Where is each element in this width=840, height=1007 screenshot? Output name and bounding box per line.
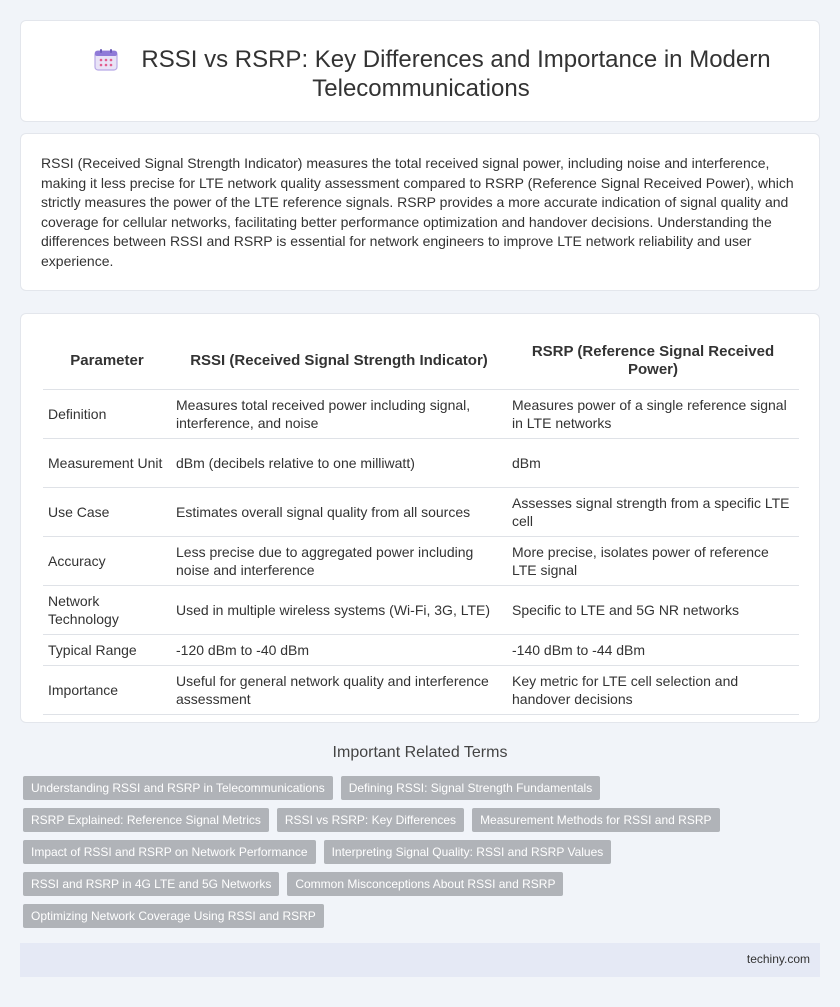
intro-paragraph: RSSI (Received Signal Strength Indicator) measures the total received signal power, including noise and interference, making it less precise for LTE network quality assessment compared to RSRP (Reference Signal Received Power), which strictly measures the power of the LTE reference signals. RSRP provides a more accurate indication of signal quality and coverage for cellular networks, facilitating better performance optimization and handover decisions. Understanding the differences between RSSI and RSRP is essential for network engineers to improve LTE network reliability and user experience. (41, 155, 794, 269)
footer-site-link[interactable]: techiny.com (746, 952, 810, 966)
column-header: RSSI (Received Signal Strength Indicator) (171, 334, 507, 389)
table-cell: -140 dBm to -44 dBm (507, 634, 799, 665)
table-cell: Typical Range (43, 634, 171, 665)
table-cell: Measurement Unit (43, 438, 171, 487)
footer (20, 943, 820, 977)
related-term-tag[interactable]: Impact of RSSI and RSRP on Network Performance (23, 840, 316, 864)
page-title-line2: Telecommunications (312, 75, 530, 102)
table-row (43, 438, 799, 487)
table-cell: Measures total received power including signal, interference, and noise (171, 389, 507, 438)
intro-card (20, 133, 820, 291)
page-title-line1: RSSI vs RSRP: Key Differences and Importance in Modern (141, 46, 771, 73)
related-term-tag[interactable]: Measurement Methods for RSSI and RSRP (472, 808, 719, 832)
header-card (20, 20, 820, 122)
related-term-tag[interactable]: Defining RSSI: Signal Strength Fundamentals (341, 776, 600, 800)
table-cell: Importance (43, 665, 171, 714)
table-row (43, 536, 799, 585)
table-cell: Assesses signal strength from a specific LTE cell (507, 487, 799, 536)
table-cell: Measures power of a single reference signal in LTE networks (507, 389, 799, 438)
table-cell: Accuracy (43, 536, 171, 585)
column-header: RSRP (Reference Signal Received Power) (507, 334, 799, 389)
table-row (43, 389, 799, 438)
related-terms-heading: Important Related Terms (332, 744, 508, 761)
table-cell: dBm (507, 438, 799, 487)
related-term-tag[interactable]: RSSI vs RSRP: Key Differences (277, 808, 464, 832)
related-term-tag[interactable]: Interpreting Signal Quality: RSSI and RSRP Values (324, 840, 612, 864)
table-cell: More precise, isolates power of reference LTE signal (507, 536, 799, 585)
table-cell: -120 dBm to -40 dBm (171, 634, 507, 665)
related-term-tag[interactable]: RSRP Explained: Reference Signal Metrics (23, 808, 269, 832)
table-cell: Definition (43, 389, 171, 438)
table-row (43, 665, 799, 714)
table-row (43, 487, 799, 536)
table-cell: Useful for general network quality and interference assessment (171, 665, 507, 714)
table-cell: Use Case (43, 487, 171, 536)
comparison-table (43, 334, 799, 715)
related-term-tag[interactable]: RSSI and RSRP in 4G LTE and 5G Networks (23, 872, 279, 896)
table-row (43, 634, 799, 665)
table-cell: dBm (decibels relative to one milliwatt) (171, 438, 507, 487)
related-term-tag[interactable]: Common Misconceptions About RSSI and RSRP (287, 872, 563, 896)
table-cell: Used in multiple wireless systems (Wi-Fi, 3G, LTE) (171, 585, 507, 634)
table-header-row (43, 334, 799, 389)
related-terms-tags (23, 776, 803, 936)
column-header: Parameter (43, 334, 171, 389)
table-cell: Key metric for LTE cell selection and handover decisions (507, 665, 799, 714)
related-term-tag[interactable]: Optimizing Network Coverage Using RSSI and RSRP (23, 904, 324, 928)
table-cell: Network Technology (43, 585, 171, 634)
table-cell: Estimates overall signal quality from all sources (171, 487, 507, 536)
page-title (21, 45, 821, 103)
comparison-table-card (20, 313, 820, 723)
related-term-tag[interactable]: Understanding RSSI and RSRP in Telecommunications (23, 776, 333, 800)
table-cell: Less precise due to aggregated power including noise and interference (171, 536, 507, 585)
table-row (43, 585, 799, 634)
table-cell: Specific to LTE and 5G NR networks (507, 585, 799, 634)
